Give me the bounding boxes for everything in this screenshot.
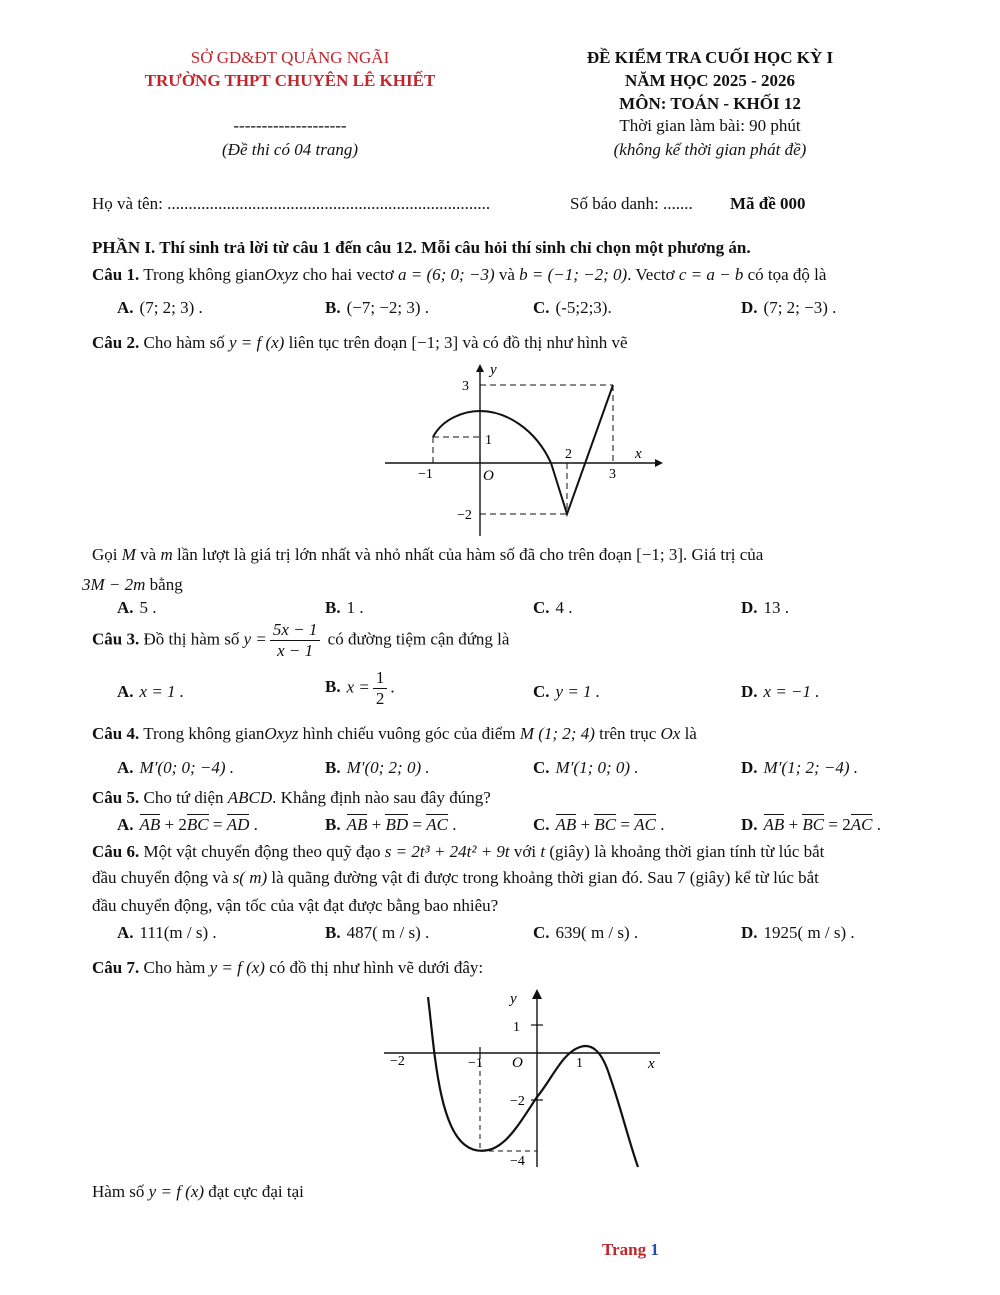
vector-term: AC xyxy=(426,815,448,834)
x-axis-label: x xyxy=(648,1056,655,1072)
time-note: (không kể thời gian phát đề) xyxy=(613,140,807,159)
function-curve xyxy=(433,385,613,514)
question-text: với xyxy=(513,842,537,861)
math-expr: 3M − 2m xyxy=(82,575,146,594)
question-text: Gọi xyxy=(92,545,118,564)
y-axis-label: y xyxy=(510,991,517,1007)
tick-label: −1 xyxy=(418,467,433,482)
option-letter: A. xyxy=(117,298,134,317)
q4-option-a[interactable] xyxy=(117,758,234,778)
page-footer xyxy=(602,1240,659,1260)
q1-option-a[interactable] xyxy=(117,298,203,318)
question-6-line2 xyxy=(92,868,819,888)
option-letter: B. xyxy=(325,677,341,697)
question-text: Trong không gian xyxy=(143,265,265,284)
option-text: M′(1; 0; 0) . xyxy=(555,758,639,777)
question-text: Trong không gian xyxy=(143,724,265,743)
x-axis-arrow xyxy=(655,459,663,467)
function-expr: y = f (x) xyxy=(209,958,265,977)
option-text: (7; 2; −3) . xyxy=(763,298,837,317)
vector-term: AB xyxy=(555,815,577,834)
question-label: Câu 3. xyxy=(92,629,140,649)
math-term: y = xyxy=(243,629,267,649)
time-limit: Thời gian làm bài: 90 phút xyxy=(619,116,801,135)
q4-option-d[interactable] xyxy=(741,758,858,778)
question-text: có đường tiệm cận đứng là xyxy=(327,629,510,649)
operator: = 2 xyxy=(824,815,851,834)
tick-label: 1 xyxy=(576,1056,583,1071)
question-text: hình chiếu vuông góc của điểm xyxy=(302,724,516,743)
q1-option-c[interactable] xyxy=(533,298,612,318)
q7-graph xyxy=(380,985,670,1170)
vector-term: BC xyxy=(186,815,209,834)
question-1 xyxy=(92,265,826,285)
question-label: Câu 4. xyxy=(92,724,140,743)
student-name-field: Họ và tên: ............................................................................ xyxy=(92,194,491,213)
question-text: trên trục xyxy=(599,724,657,743)
tick-label: −2 xyxy=(510,1094,525,1109)
option-letter: A. xyxy=(117,815,134,834)
header-divider: -------------------- xyxy=(233,116,347,135)
school-name: TRƯỜNG THPT CHUYÊN LÊ KHIẾT xyxy=(144,71,436,90)
option-text: (7; 2; 3) . xyxy=(139,298,203,317)
option-letter: A. xyxy=(117,758,134,777)
vector-term: AB xyxy=(763,815,785,834)
operator: = xyxy=(408,815,427,834)
q4-option-c[interactable] xyxy=(533,758,639,778)
option-letter: D. xyxy=(741,923,758,942)
option-text: (−7; −2; 3) . xyxy=(346,298,430,317)
vector-b: b = (−1; −2; 0) xyxy=(519,265,628,284)
question-4 xyxy=(92,724,697,744)
question-text: Cho tứ diện xyxy=(143,788,224,807)
q6-option-c[interactable] xyxy=(533,923,638,943)
question-text: Cho hàm xyxy=(143,958,206,977)
question-label: Câu 1. xyxy=(92,265,140,284)
option-letter: B. xyxy=(325,815,341,834)
part-title: PHẦN I. Thí sinh trả lời từ câu 1 đến câu 12. Mỗi câu hỏi thí sinh chỉ chọn một phương án. xyxy=(92,238,751,257)
q5-option-a[interactable] xyxy=(117,815,258,835)
math-term: s( m) xyxy=(232,868,268,887)
question-7 xyxy=(92,958,483,978)
option-text: x = −1 . xyxy=(763,682,820,701)
x-axis-label: x xyxy=(635,446,642,462)
q1-option-d[interactable] xyxy=(741,298,836,318)
option-letter: D. xyxy=(741,758,758,777)
vector-term: BC xyxy=(802,815,825,834)
function-expr: y = f (x) xyxy=(228,333,285,352)
question-6-line3: đầu chuyển động, vận tốc của vật đạt được bằng bao nhiêu? xyxy=(92,896,499,915)
vector-term: AB xyxy=(346,815,368,834)
option-letter: C. xyxy=(533,682,550,701)
q2-follow-line2 xyxy=(82,575,183,595)
tick-label: 3 xyxy=(462,379,469,394)
option-letter: C. xyxy=(533,758,550,777)
vector-term: AC xyxy=(850,815,873,834)
option-text: . xyxy=(872,815,881,834)
y-axis-arrow xyxy=(532,989,542,999)
option-text: 1925( m / s) . xyxy=(763,923,855,942)
function-curve xyxy=(428,997,638,1167)
q2-option-d[interactable] xyxy=(741,598,789,618)
option-text: . xyxy=(655,815,665,834)
vector-c: c = a − b xyxy=(678,265,744,284)
option-letter: D. xyxy=(741,298,758,317)
question-text: . Vectơ xyxy=(627,265,675,284)
question-text: Đồ thị hàm số xyxy=(143,629,240,649)
q3-option-a[interactable] xyxy=(117,682,184,702)
option-text: . xyxy=(390,677,395,697)
q2-option-a[interactable] xyxy=(117,598,157,618)
option-text: 111(m / s) . xyxy=(139,923,217,942)
question-text: . Khẳng định nào sau đây đúng? xyxy=(272,788,491,807)
question-label: Câu 7. xyxy=(92,958,140,977)
vector-term: AD xyxy=(226,815,250,834)
option-letter: A. xyxy=(117,923,134,942)
option-letter: C. xyxy=(533,298,550,317)
operator: = xyxy=(208,815,227,834)
option-text: 5 . xyxy=(139,598,157,617)
question-label: Câu 2. xyxy=(92,333,140,352)
tick-label: 2 xyxy=(565,447,572,462)
function-expr: y = f (x) xyxy=(148,1182,205,1201)
vector-a: a = (6; 0; −3) xyxy=(398,265,495,284)
operator: = xyxy=(616,815,635,834)
q2-option-b[interactable] xyxy=(325,598,364,618)
question-text: (giây) là khoảng thời gian tính từ lúc bắt xyxy=(549,842,825,861)
option-text: 1 . xyxy=(346,598,364,617)
option-text: x = xyxy=(346,677,370,697)
q6-option-a[interactable] xyxy=(117,923,217,943)
q4-option-b[interactable] xyxy=(325,758,430,778)
q2-follow-line1 xyxy=(92,545,763,565)
tick-label: −4 xyxy=(510,1154,525,1169)
math-term: m xyxy=(160,545,173,564)
vector-term: AC xyxy=(634,815,656,834)
numerator: 1 xyxy=(373,668,388,689)
question-label: Câu 5. xyxy=(92,788,140,807)
q5-option-b[interactable] xyxy=(325,815,456,835)
subject: MÔN: TOÁN - KHỐI 12 xyxy=(619,94,801,113)
tick-label: 1 xyxy=(485,433,492,448)
denominator: x − 1 xyxy=(277,641,314,660)
question-text: có tọa độ là xyxy=(747,265,827,284)
q7-follow-line xyxy=(92,1182,304,1202)
question-text: Cho hàm số xyxy=(143,333,225,352)
math-term: M xyxy=(121,545,136,564)
question-label: Câu 6. xyxy=(92,842,140,861)
option-text: 639( m / s) . xyxy=(555,923,639,942)
option-text: M′(0; 2; 0) . xyxy=(346,758,430,777)
origin-label: O xyxy=(483,468,494,484)
question-text: . Giá trị của xyxy=(683,545,764,564)
q2-graph xyxy=(385,360,665,538)
question-text: cho hai vectơ xyxy=(302,265,394,284)
interval: [−1; 3] xyxy=(411,333,459,352)
option-text: y = 1 . xyxy=(555,682,601,701)
question-6 xyxy=(92,842,824,862)
vector-term: AB xyxy=(139,815,161,834)
question-text: là quãng đường vật đi được trong khoảng thời gian đó. Sau 7 (giây) kể từ lúc bắt xyxy=(271,868,819,887)
q2-option-c[interactable] xyxy=(533,598,573,618)
interval: [−1; 3] xyxy=(636,545,684,564)
exam-code: Mã đề 000 xyxy=(730,194,806,213)
option-text: 13 . xyxy=(763,598,790,617)
question-text: Hàm số xyxy=(92,1182,145,1201)
option-letter: D. xyxy=(741,598,758,617)
math-term: ABCD xyxy=(227,788,273,807)
question-3 xyxy=(92,620,509,661)
denominator: 2 xyxy=(375,689,385,708)
question-text: có đồ thị như hình vẽ dưới đây: xyxy=(269,958,484,977)
option-letter: C. xyxy=(533,923,550,942)
option-text: x = 1 . xyxy=(139,682,185,701)
q6-option-b[interactable] xyxy=(325,923,429,943)
y-axis-label: y xyxy=(490,362,497,378)
operator: + xyxy=(784,815,803,834)
student-id-field: Số báo danh: ....... xyxy=(570,194,693,213)
question-text: và có đồ thị như hình vẽ xyxy=(462,333,628,352)
equation: s = 2t³ + 24t² + 9t xyxy=(384,842,510,861)
tick-label: 1 xyxy=(513,1020,520,1035)
option-letter: B. xyxy=(325,598,341,617)
option-text: . xyxy=(249,815,258,834)
option-letter: B. xyxy=(325,923,341,942)
q3-option-c[interactable] xyxy=(533,682,600,702)
option-letter: A. xyxy=(117,598,134,617)
option-letter: A. xyxy=(117,682,134,701)
origin-label: O xyxy=(512,1055,523,1071)
option-letter: C. xyxy=(533,815,550,834)
question-2 xyxy=(92,333,628,353)
tick-label: −1 xyxy=(468,1056,483,1071)
q5-option-d[interactable] xyxy=(741,815,881,835)
operator: + 2 xyxy=(160,815,187,834)
tick-label: −2 xyxy=(390,1054,405,1069)
operator: + xyxy=(367,815,386,834)
fraction xyxy=(270,620,321,661)
vector-term: BD xyxy=(385,815,409,834)
math-term: Oxyz xyxy=(264,265,299,284)
school-year: NĂM HỌC 2025 - 2026 xyxy=(625,71,795,90)
option-letter: D. xyxy=(741,682,758,701)
option-text: (-5;2;3). xyxy=(555,298,612,317)
exam-title: ĐỀ KIỂM TRA CUỐI HỌC KỲ I xyxy=(586,48,834,67)
option-text: 4 . xyxy=(555,598,573,617)
point: M (1; 2; 4) xyxy=(519,724,595,743)
fraction xyxy=(373,668,388,709)
page-word: Trang xyxy=(602,1240,647,1259)
question-text: liên tục trên đoạn xyxy=(288,333,408,352)
q5-option-c[interactable] xyxy=(533,815,664,835)
operator: + xyxy=(576,815,595,834)
option-letter: B. xyxy=(325,758,341,777)
numerator: 5x − 1 xyxy=(270,620,321,641)
option-letter: C. xyxy=(533,598,550,617)
math-term: Oxyz xyxy=(264,724,299,743)
option-letter: B. xyxy=(325,298,341,317)
tick-label: 3 xyxy=(609,467,616,482)
q3-option-d[interactable] xyxy=(741,682,820,702)
question-text: là xyxy=(684,724,697,743)
tick-label: −2 xyxy=(457,508,472,523)
question-text: và xyxy=(498,265,515,284)
option-text: M′(0; 0; −4) . xyxy=(139,758,235,777)
school-department: SỞ GD&ĐT QUẢNG NGÃI xyxy=(190,48,390,67)
option-letter: D. xyxy=(741,815,758,834)
q1-option-b[interactable] xyxy=(325,298,429,318)
q3-option-b[interactable] xyxy=(325,668,395,709)
math-term: t xyxy=(540,842,546,861)
question-text: và xyxy=(140,545,157,564)
vector-term: BC xyxy=(594,815,617,834)
page-number: 1 xyxy=(650,1240,659,1259)
y-axis-arrow xyxy=(476,364,484,372)
option-text: . xyxy=(447,815,457,834)
question-text: đạt cực đại tại xyxy=(208,1182,304,1201)
option-text: M′(1; 2; −4) . xyxy=(763,758,859,777)
question-5 xyxy=(92,788,491,808)
question-text: đầu chuyển động và xyxy=(92,868,229,887)
option-text: 487( m / s) . xyxy=(346,923,430,942)
question-text: Một vật chuyển động theo quỹ đạo xyxy=(143,842,381,861)
q6-option-d[interactable] xyxy=(741,923,855,943)
question-text: bằng xyxy=(149,575,183,594)
page-count-note: (Đề thi có 04 trang) xyxy=(222,140,358,159)
question-text: lần lượt là giá trị lớn nhất và nhỏ nhất của hàm số đã cho trên đoạn xyxy=(177,545,632,564)
math-term: Ox xyxy=(660,724,681,743)
